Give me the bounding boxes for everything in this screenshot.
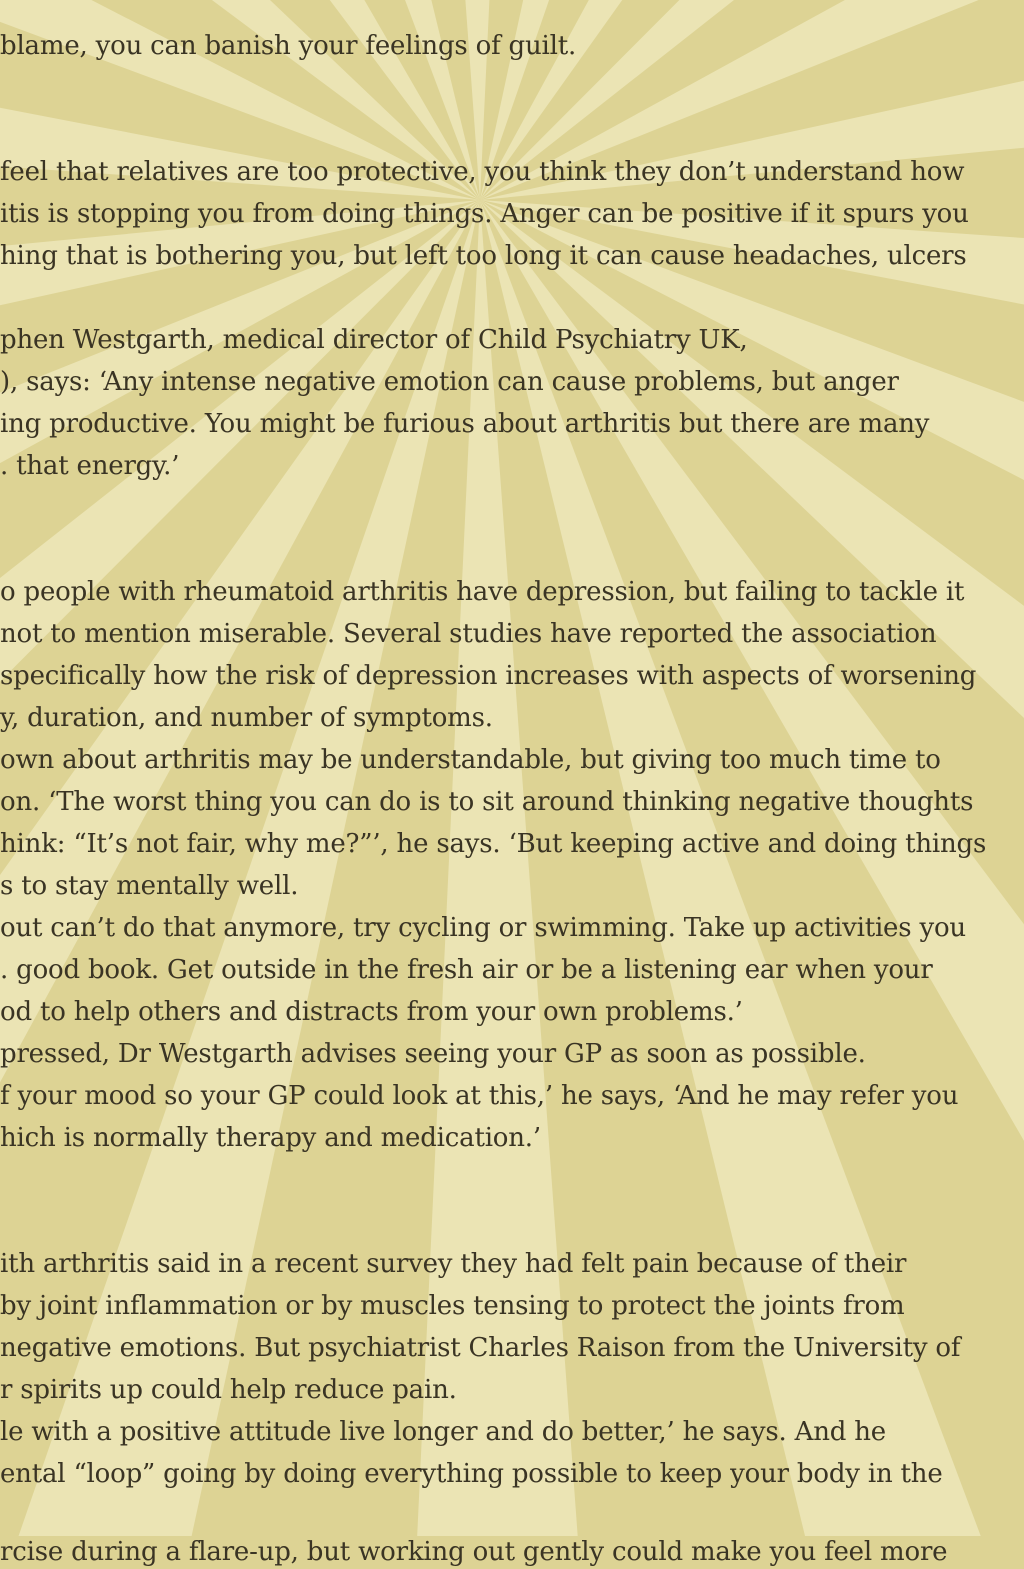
text-line-9: o people with rheumatoid arthritis have depression, but failing to tackle it — [0, 577, 965, 607]
text-line-12: y, duration, and number of symptoms. — [0, 703, 493, 733]
text-line-18: . good book. Get outside in the fresh air or be a listening ear when your — [0, 955, 933, 985]
text-line-4: hing that is bothering you, but left too long it can cause headaches, ulcers — [0, 241, 967, 271]
text-line-14: on. ‘The worst thing you can do is to sit around thinking negative thoughts — [0, 787, 974, 817]
text-line-26: r spirits up could help reduce pain. — [0, 1375, 457, 1405]
text-line-20: pressed, Dr Westgarth advises seeing your GP as soon as possible. — [0, 1039, 866, 1069]
text-line-10: not to mention miserable. Several studies have reported the association — [0, 619, 937, 649]
text-line-2: feel that relatives are too protective, you think they don’t understand how — [0, 157, 965, 187]
text-line-21: f your mood so your GP could look at this,’ he says, ‘And he may refer you — [0, 1081, 959, 1111]
text-line-23: ith arthritis said in a recent survey they had felt pain because of their — [0, 1249, 907, 1279]
text-line-16: s to stay mentally well. — [0, 871, 299, 901]
text-line-5: phen Westgarth, medical director of Child Psychiatry UK, — [0, 325, 748, 355]
text-line-28: ental “loop” going by doing everything possible to keep your body in the — [0, 1459, 943, 1489]
text-line-22: hich is normally therapy and medication.’ — [0, 1123, 541, 1153]
text-line-11: specifically how the risk of depression increases with aspects of worsening — [0, 661, 977, 691]
text-line-6: ), says: ‘Any intense negative emotion can cause problems, but anger — [0, 367, 899, 397]
text-line-15: hink: “It’s not fair, why me?”’, he says. ‘But keeping active and doing things — [0, 829, 987, 859]
text-line-7: ing productive. You might be furious about arthritis but there are many — [0, 409, 930, 439]
text-line-1: blame, you can banish your feelings of guilt. — [0, 31, 577, 61]
text-line-17: out can’t do that anymore, try cycling or swimming. Take up activities you — [0, 913, 966, 943]
text-line-8: . that energy.’ — [0, 451, 180, 481]
text-line-24: by joint inflammation or by muscles tensing to protect the joints from — [0, 1291, 905, 1321]
text-line-29: rcise during a flare-up, but working out gently could make you feel more — [0, 1537, 948, 1567]
text-line-25: negative emotions. But psychiatrist Charles Raison from the University of — [0, 1333, 961, 1363]
text-line-27: le with a positive attitude live longer and do better,’ he says. And he — [0, 1417, 886, 1447]
text-line-3: itis is stopping you from doing things. Anger can be positive if it spurs you — [0, 199, 969, 229]
text-line-13: own about arthritis may be understandable, but giving too much time to — [0, 745, 941, 775]
text-line-19: od to help others and distracts from your own problems.’ — [0, 997, 743, 1027]
